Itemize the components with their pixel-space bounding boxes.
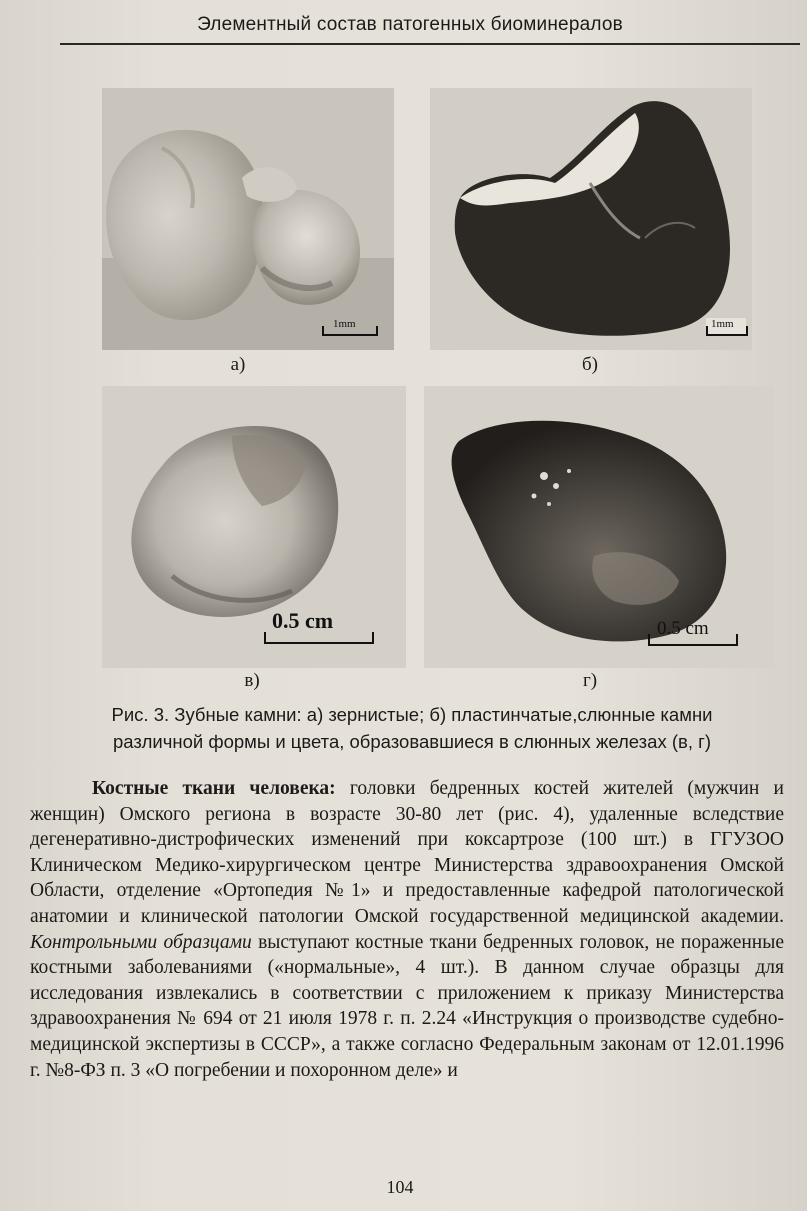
figure-caption-line-1: Рис. 3. Зубные камни: а) зернистые; б) пластинчатые,слюнные камни	[111, 704, 713, 725]
figure-caption	[62, 701, 762, 755]
running-header: Элементный состав патогенных биоминералов	[197, 14, 623, 35]
body-text-part-2: выступают костные ткани бедренных головок, не пораженные костными заболеваниями («нормальные», 4 шт.). В данном случае образцы для исследования извлекались в соответствии с приложением к приказу Министерства здравоохранения № 694 от 21 июля 1978 г. п. 2.24 «Инструкция о производстве судебно-медицинской экспертизы в СССР», а также согласно Федеральным законам от 12.01.1996 г. №8-ФЗ п. 3 «О погребении и похоронном деле» и	[30, 931, 784, 1081]
scale-label-a: 1mm	[333, 318, 356, 330]
body-text-part-1: головки бедренных костей жителей (мужчин и женщин) Омского региона в возрасте 30-80 лет (рис. 4), удаленные вследствие дегенеративно-дистрофических изменений при коксартрозе (100 шт.) в ГГУЗОО Клиническом Медико-хирургическом центре Министерства здравоохранения Омской Области, отделение «Ортопедия №1» и предоставленные кафедрой патологической анатомии и клинической патологии Омской государственной медицинской академии.	[30, 778, 784, 927]
panel-label-b: б)	[582, 354, 598, 375]
photo-panel-v	[102, 386, 406, 668]
scale-label-g: 0.5 cm	[657, 618, 709, 639]
body-paragraph	[30, 776, 784, 1083]
panel-label-g: г)	[582, 670, 598, 691]
panel-label-a: а)	[230, 354, 246, 375]
scale-label-b: 1mm	[711, 318, 734, 330]
bold-lead: Костные ткани человека:	[92, 778, 336, 799]
photo-panel-g	[424, 386, 774, 668]
italic-phrase: Контрольными образцами	[30, 931, 252, 953]
page-number: 104	[386, 1177, 414, 1197]
photo-panel-a	[102, 88, 394, 350]
panel-label-v: в)	[244, 670, 260, 691]
header-rule	[60, 43, 800, 45]
scale-label-v: 0.5 cm	[272, 608, 334, 633]
figure-caption-line-2: различной формы и цвета, образовавшиеся в слюнных железах (в, г)	[112, 731, 712, 752]
photo-panel-b	[430, 88, 752, 350]
